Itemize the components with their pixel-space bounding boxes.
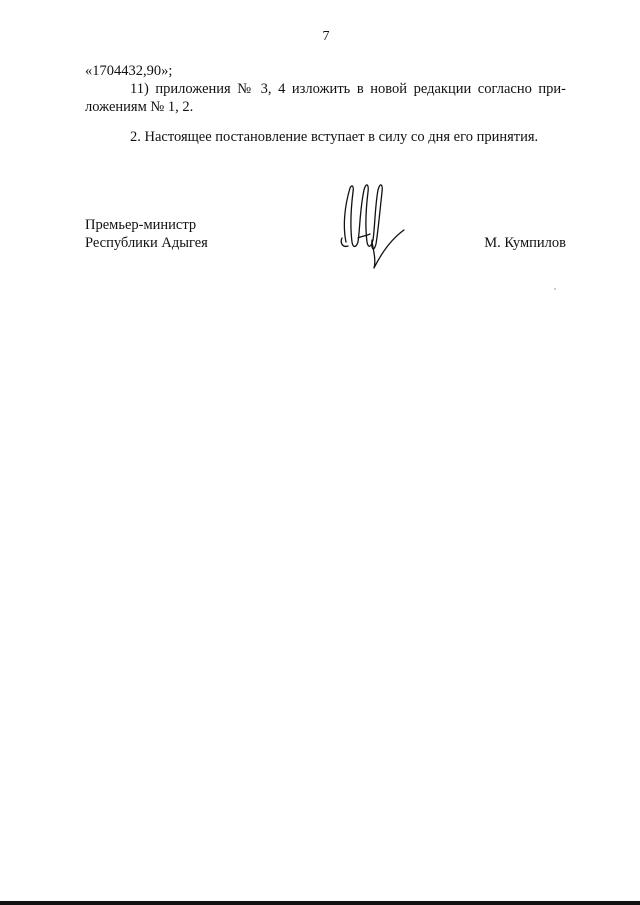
page-number: 7 xyxy=(322,29,330,44)
item-11-line-2: ложениям № 1, 2. xyxy=(85,99,194,115)
signatory-title xyxy=(85,216,208,252)
item-2-paragraph: 2. Настоящее постановление вступает в силу со дня его принятия. xyxy=(130,129,539,145)
signatory-title-line-2: Республики Адыгея xyxy=(85,235,208,251)
amount-line: «1704432,90»; xyxy=(85,63,173,79)
scan-bottom-edge xyxy=(0,901,640,905)
signatory-title-line-1: Премьер-министр xyxy=(85,217,197,233)
item-11-line-1: 11) приложения № 3, 4 изложить в новой редакции согласно при- xyxy=(130,81,566,97)
signatory-name: М. Кумпилов xyxy=(484,235,566,251)
handwritten-signature xyxy=(338,178,410,270)
scan-speck xyxy=(554,288,556,290)
